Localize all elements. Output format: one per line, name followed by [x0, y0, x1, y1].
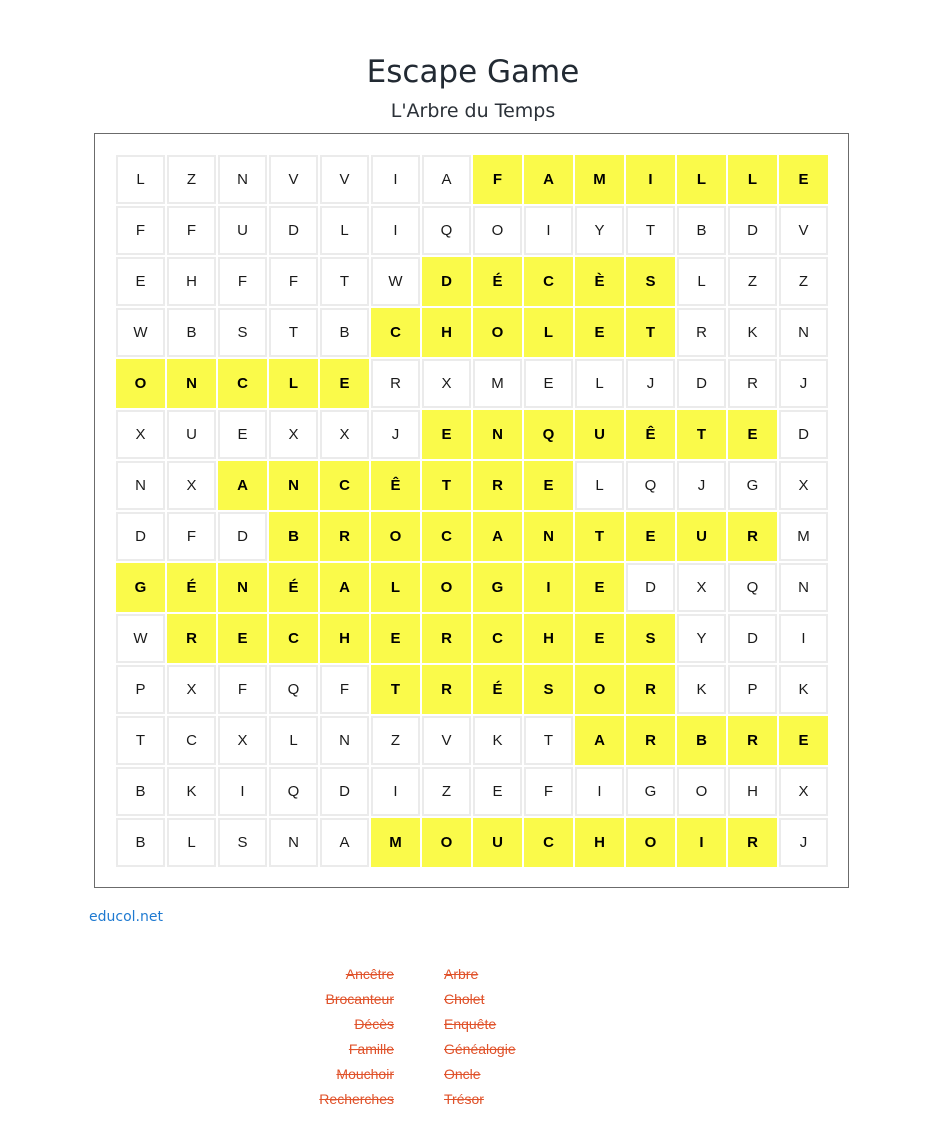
grid-cell-found[interactable]: A	[320, 563, 369, 612]
grid-cell[interactable]: N	[320, 716, 369, 765]
grid-cell[interactable]: L	[269, 716, 318, 765]
grid-cell[interactable]: R	[371, 359, 420, 408]
grid-cell-found[interactable]: O	[116, 359, 165, 408]
grid-cell-found[interactable]: U	[677, 512, 726, 561]
grid-cell[interactable]: D	[677, 359, 726, 408]
grid-cell-found[interactable]: H	[575, 818, 624, 867]
grid-cell-found[interactable]: É	[269, 563, 318, 612]
grid-cell[interactable]: F	[167, 206, 216, 255]
grid-cell[interactable]: X	[320, 410, 369, 459]
grid-cell[interactable]: N	[116, 461, 165, 510]
found-word: Ancêtre	[345, 966, 394, 982]
grid-cell-found[interactable]: S	[524, 665, 573, 714]
grid-cell[interactable]: N	[269, 818, 318, 867]
grid-cell[interactable]: X	[167, 461, 216, 510]
grid-cell[interactable]: L	[575, 359, 624, 408]
grid-cell[interactable]: Q	[422, 206, 471, 255]
found-word: Oncle	[444, 1066, 481, 1082]
grid-cell-found[interactable]: C	[371, 308, 420, 357]
grid-cell[interactable]: N	[218, 155, 267, 204]
grid-cell-found[interactable]: G	[473, 563, 522, 612]
grid-cell[interactable]: F	[116, 206, 165, 255]
grid-cell[interactable]: B	[167, 308, 216, 357]
grid-cell[interactable]: G	[728, 461, 777, 510]
grid-cell[interactable]: W	[371, 257, 420, 306]
grid-cell-found[interactable]: R	[728, 716, 777, 765]
grid-cell-found[interactable]: R	[626, 665, 675, 714]
grid-cell[interactable]: O	[677, 767, 726, 816]
grid-cell[interactable]: L	[116, 155, 165, 204]
grid-cell[interactable]: J	[677, 461, 726, 510]
found-word: Mouchoir	[336, 1066, 394, 1082]
grid-cell[interactable]: K	[677, 665, 726, 714]
grid-cell[interactable]: F	[218, 257, 267, 306]
grid-cell-found[interactable]: Ê	[371, 461, 420, 510]
found-word: Enquête	[444, 1016, 497, 1032]
grid-cell[interactable]: R	[677, 308, 726, 357]
grid-cell-found[interactable]: S	[626, 257, 675, 306]
grid-cell[interactable]: S	[218, 818, 267, 867]
grid-cell-found[interactable]: O	[371, 512, 420, 561]
grid-cell[interactable]: I	[575, 767, 624, 816]
grid-cell-found[interactable]: C	[320, 461, 369, 510]
grid-cell[interactable]: D	[728, 206, 777, 255]
grid-cell[interactable]: V	[779, 206, 828, 255]
found-word: Famille	[348, 1041, 394, 1057]
grid-cell-found[interactable]: E	[422, 410, 471, 459]
grid-cell[interactable]: A	[422, 155, 471, 204]
found-word: Brocanteur	[325, 991, 394, 1007]
grid-cell[interactable]: N	[779, 563, 828, 612]
grid-cell-found[interactable]: È	[575, 257, 624, 306]
grid-cell-found[interactable]: N	[218, 563, 267, 612]
found-word: Arbre	[444, 966, 479, 982]
page-title: Escape Game	[366, 54, 580, 90]
grid-cell[interactable]: O	[473, 206, 522, 255]
grid-cell-found[interactable]: O	[422, 563, 471, 612]
grid-cell[interactable]: D	[779, 410, 828, 459]
grid-cell-found[interactable]: E	[575, 614, 624, 663]
grid-cell[interactable]: X	[779, 461, 828, 510]
grid-cell[interactable]: N	[779, 308, 828, 357]
grid-cell-found[interactable]: E	[320, 359, 369, 408]
grid-cell[interactable]: J	[779, 818, 828, 867]
grid-cell-found[interactable]: E	[626, 512, 675, 561]
grid-cell[interactable]: R	[728, 359, 777, 408]
grid-cell[interactable]: F	[320, 665, 369, 714]
grid-cell[interactable]: C	[167, 716, 216, 765]
grid-cell[interactable]: D	[320, 767, 369, 816]
grid-cell-found[interactable]: Ê	[626, 410, 675, 459]
found-word: Cholet	[444, 991, 485, 1007]
grid-cell-found[interactable]: Q	[524, 410, 573, 459]
grid-cell-found[interactable]: R	[728, 818, 777, 867]
grid-cell-found[interactable]: A	[524, 155, 573, 204]
grid-cell[interactable]: X	[677, 563, 726, 612]
grid-cell-found[interactable]: A	[473, 512, 522, 561]
grid-cell[interactable]: W	[116, 614, 165, 663]
grid-cell-found[interactable]: R	[320, 512, 369, 561]
grid-cell[interactable]: E	[473, 767, 522, 816]
grid-cell-found[interactable]: T	[575, 512, 624, 561]
grid-cell[interactable]: Z	[422, 767, 471, 816]
grid-cell-found[interactable]: F	[473, 155, 522, 204]
grid-cell-found[interactable]: R	[626, 716, 675, 765]
grid-cell-found[interactable]: R	[422, 665, 471, 714]
grid-cell[interactable]: T	[320, 257, 369, 306]
grid-cell[interactable]: L	[167, 818, 216, 867]
grid-cell[interactable]: I	[218, 767, 267, 816]
grid-cell-found[interactable]: H	[422, 308, 471, 357]
grid-cell[interactable]: X	[422, 359, 471, 408]
grid-cell[interactable]: E	[116, 257, 165, 306]
grid-cell[interactable]: T	[524, 716, 573, 765]
grid-cell[interactable]: X	[269, 410, 318, 459]
grid-cell[interactable]: P	[116, 665, 165, 714]
grid-cell-found[interactable]: L	[524, 308, 573, 357]
grid-cell[interactable]: X	[116, 410, 165, 459]
grid-cell-found[interactable]: T	[371, 665, 420, 714]
grid-cell[interactable]: Y	[575, 206, 624, 255]
grid-cell-found[interactable]: N	[473, 410, 522, 459]
grid-cell[interactable]: D	[728, 614, 777, 663]
grid-cell[interactable]: M	[473, 359, 522, 408]
grid-cell[interactable]: D	[626, 563, 675, 612]
grid-cell[interactable]: K	[728, 308, 777, 357]
grid-cell[interactable]: Q	[626, 461, 675, 510]
grid-cell[interactable]: D	[116, 512, 165, 561]
grid-cell-found[interactable]: C	[473, 614, 522, 663]
grid-cell[interactable]: Z	[728, 257, 777, 306]
grid-cell-found[interactable]: C	[422, 512, 471, 561]
grid-cell[interactable]: X	[167, 665, 216, 714]
grid-cell-found[interactable]: É	[167, 563, 216, 612]
grid-cell[interactable]: E	[218, 410, 267, 459]
grid-cell-found[interactable]: C	[218, 359, 267, 408]
grid-cell[interactable]: S	[218, 308, 267, 357]
grid-cell[interactable]: W	[116, 308, 165, 357]
grid-cell-found[interactable]: C	[524, 818, 573, 867]
grid-cell-found[interactable]: R	[422, 614, 471, 663]
found-word: Recherches	[319, 1091, 394, 1107]
grid-cell[interactable]: P	[728, 665, 777, 714]
grid-cell[interactable]: H	[728, 767, 777, 816]
grid-cell[interactable]: Z	[779, 257, 828, 306]
grid-cell-found[interactable]: L	[371, 563, 420, 612]
grid-cell-found[interactable]: T	[677, 410, 726, 459]
grid-cell[interactable]: T	[269, 308, 318, 357]
grid-cell-found[interactable]: E	[779, 155, 828, 204]
page-subtitle: L'Arbre du Temps	[390, 100, 556, 122]
grid-cell[interactable]: A	[320, 818, 369, 867]
found-word: Trésor	[444, 1091, 484, 1107]
grid-cell-found[interactable]: O	[626, 818, 675, 867]
grid-cell-found[interactable]: M	[371, 818, 420, 867]
grid-cell[interactable]: U	[167, 410, 216, 459]
grid-cell-found[interactable]: E	[575, 563, 624, 612]
grid-cell[interactable]: I	[779, 614, 828, 663]
grid-cell-found[interactable]: O	[422, 818, 471, 867]
grid-cell-found[interactable]: I	[677, 818, 726, 867]
grid-cell-found[interactable]: N	[269, 461, 318, 510]
grid-cell-found[interactable]: C	[269, 614, 318, 663]
grid-cell-found[interactable]: G	[116, 563, 165, 612]
grid-cell[interactable]: T	[116, 716, 165, 765]
grid-cell[interactable]: L	[677, 257, 726, 306]
grid-cell[interactable]: F	[218, 665, 267, 714]
grid-cell[interactable]: I	[371, 206, 420, 255]
grid-cell[interactable]: F	[167, 512, 216, 561]
grid-cell-found[interactable]: H	[320, 614, 369, 663]
found-word: Décès	[354, 1016, 394, 1032]
grid-cell[interactable]: Z	[167, 155, 216, 204]
grid-cell-found[interactable]: I	[524, 563, 573, 612]
grid-cell[interactable]: L	[320, 206, 369, 255]
grid-cell-found[interactable]: A	[218, 461, 267, 510]
grid-cell-found[interactable]: E	[371, 614, 420, 663]
grid-cell[interactable]: H	[167, 257, 216, 306]
grid-cell[interactable]: X	[779, 767, 828, 816]
grid-cell-found[interactable]: M	[575, 155, 624, 204]
grid-cell[interactable]: Q	[269, 767, 318, 816]
grid-cell-found[interactable]: A	[575, 716, 624, 765]
grid-cell[interactable]: I	[371, 767, 420, 816]
grid-cell[interactable]: Z	[371, 716, 420, 765]
grid-cell-found[interactable]: D	[422, 257, 471, 306]
grid-cell[interactable]: I	[524, 206, 573, 255]
grid-cell-found[interactable]: O	[473, 308, 522, 357]
grid-cell[interactable]: J	[779, 359, 828, 408]
grid-cell[interactable]: K	[167, 767, 216, 816]
grid-cell[interactable]: K	[473, 716, 522, 765]
grid-cell-found[interactable]: N	[167, 359, 216, 408]
site-link[interactable]: educol.net	[89, 909, 163, 925]
grid-cell[interactable]: Q	[269, 665, 318, 714]
grid-cell-found[interactable]: É	[473, 665, 522, 714]
grid-cell[interactable]: K	[779, 665, 828, 714]
grid-cell[interactable]: B	[320, 308, 369, 357]
grid-cell[interactable]: Y	[677, 614, 726, 663]
grid-cell[interactable]: B	[116, 818, 165, 867]
grid-cell-found[interactable]: E	[779, 716, 828, 765]
grid-cell-found[interactable]: B	[269, 512, 318, 561]
grid-cell[interactable]: F	[524, 767, 573, 816]
grid-cell[interactable]: T	[626, 206, 675, 255]
grid-cell[interactable]: F	[269, 257, 318, 306]
grid-cell[interactable]: I	[371, 155, 420, 204]
grid-cell-found[interactable]: L	[677, 155, 726, 204]
grid-cell[interactable]: D	[218, 512, 267, 561]
grid-cell[interactable]: L	[575, 461, 624, 510]
grid-cell[interactable]: D	[269, 206, 318, 255]
grid-cell[interactable]: X	[218, 716, 267, 765]
grid-cell-found[interactable]: S	[626, 614, 675, 663]
grid-cell-found[interactable]: N	[524, 512, 573, 561]
grid-cell-found[interactable]: E	[575, 308, 624, 357]
word-list-right	[444, 962, 516, 1112]
grid-cell-found[interactable]: É	[473, 257, 522, 306]
grid-cell[interactable]: B	[116, 767, 165, 816]
word-list-left	[319, 962, 394, 1112]
grid-cell[interactable]: J	[626, 359, 675, 408]
grid-cell-found[interactable]: O	[575, 665, 624, 714]
grid-cell[interactable]: E	[524, 359, 573, 408]
grid-cell-found[interactable]: E	[728, 410, 777, 459]
grid-cell-found[interactable]: R	[473, 461, 522, 510]
grid-cell[interactable]: Q	[728, 563, 777, 612]
grid-cell-found[interactable]: T	[422, 461, 471, 510]
grid-cell-found[interactable]: E	[524, 461, 573, 510]
grid-cell[interactable]: V	[422, 716, 471, 765]
grid-cell-found[interactable]: L	[269, 359, 318, 408]
grid-cell-found[interactable]: C	[524, 257, 573, 306]
grid-cell-found[interactable]: H	[524, 614, 573, 663]
grid-cell-found[interactable]: T	[626, 308, 675, 357]
grid-cell-found[interactable]: U	[575, 410, 624, 459]
grid-cell[interactable]: B	[677, 206, 726, 255]
grid-cell[interactable]: V	[269, 155, 318, 204]
grid-cell[interactable]: U	[218, 206, 267, 255]
grid-cell-found[interactable]: E	[218, 614, 267, 663]
found-word: Généalogie	[444, 1041, 516, 1057]
word-search-grid	[116, 155, 828, 867]
grid-cell-found[interactable]: U	[473, 818, 522, 867]
grid-cell-found[interactable]: I	[626, 155, 675, 204]
grid-cell-found[interactable]: L	[728, 155, 777, 204]
grid-cell[interactable]: J	[371, 410, 420, 459]
grid-cell-found[interactable]: R	[167, 614, 216, 663]
grid-cell[interactable]: M	[779, 512, 828, 561]
grid-cell[interactable]: G	[626, 767, 675, 816]
grid-cell-found[interactable]: R	[728, 512, 777, 561]
grid-cell[interactable]: V	[320, 155, 369, 204]
grid-cell-found[interactable]: B	[677, 716, 726, 765]
